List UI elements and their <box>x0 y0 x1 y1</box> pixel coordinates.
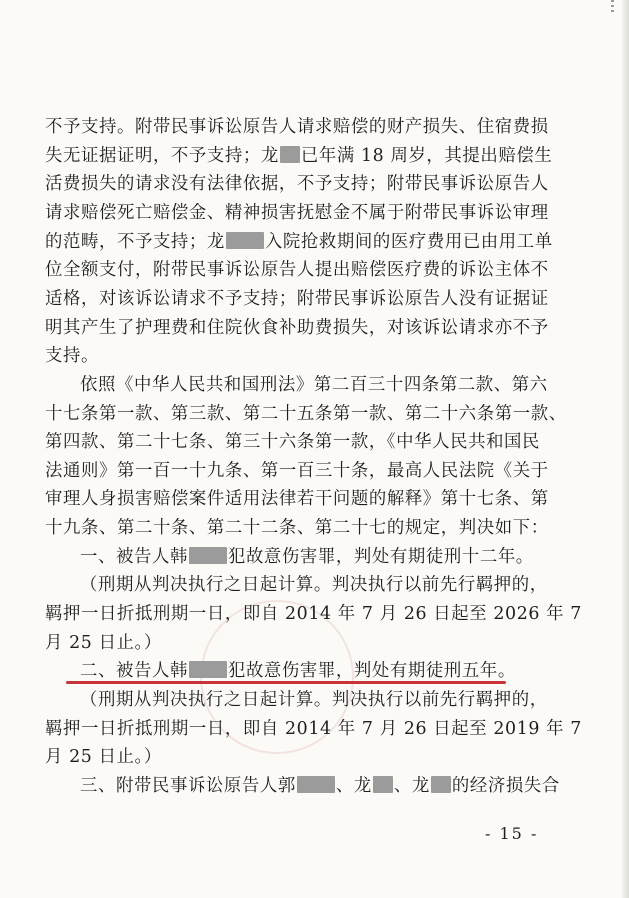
text-line-4: 请求赔偿死亡赔偿金、精神损害抚慰金不属于附带民事诉讼审理 <box>45 203 549 223</box>
text-line-19: 月 25 日止。） <box>45 633 162 653</box>
text-line-7: 适格，对该诉讼请求不予支持；附带民事诉讼原告人没有证据证 <box>45 289 549 309</box>
page-number: - 15 - <box>485 824 539 843</box>
text-line-15: 十九条、第二十条、第二十二条、第二十七的规定，判决如下： <box>45 518 549 538</box>
redaction-block <box>226 232 264 249</box>
text-line-21: （刑期从判决执行之日起计算。判决执行以前先行羁押的， <box>80 690 548 710</box>
verdict-item-2: 二、被告人韩 犯故意伤害罪，判处有期徒刑五年。 <box>80 661 516 681</box>
text-line-5: 的范畴，不予支持；龙 入院抢救期间的医疗费用已由用工单 <box>45 232 553 252</box>
redaction-block <box>431 776 451 793</box>
text-line-6: 位全额支付，附带民事诉讼原告人提出赔偿医疗费的诉讼主体不 <box>45 260 549 280</box>
text-line-1: 不予支持。附带民事诉讼原告人请求赔偿的财产损失、住宿费损 <box>45 117 549 137</box>
text-line-11: 十七条第一款、第三款、第二十五条第一款、第二十六条第一款、 <box>45 404 567 424</box>
text-line-12: 第四款、第二十七条、第三十六条第一款，《中华人民共和国民 <box>45 432 541 452</box>
text-line-14: 审理人身损害赔偿案件适用法律若干问题的解释》第十七条、第 <box>45 489 549 509</box>
page-edge-shadow <box>622 0 629 898</box>
redaction-block <box>280 146 300 163</box>
text-line-10: 依照《中华人民共和国刑法》第二百三十四条第二款、第六 <box>80 375 548 395</box>
corner-marks <box>611 0 614 14</box>
text-line-17: （刑期从判决执行之日起计算。判决执行以前先行羁押的， <box>80 575 548 595</box>
text-line-13: 法通则》第一百一十九条、第一百三十条，最高人民法院《关于 <box>45 461 549 481</box>
redaction-block <box>297 776 335 793</box>
redaction-block <box>189 547 227 564</box>
text-line-3: 活费损失的请求没有法律依据，不予支持；附带民事诉讼原告人 <box>45 174 549 194</box>
text-line-8: 明其产生了护理费和住院伙食补助费损失，对该诉讼请求亦不予 <box>45 318 549 338</box>
verdict-item-1: 一、被告人韩 犯故意伤害罪，判处有期徒刑十二年。 <box>80 547 534 567</box>
text-line-9: 支持。 <box>45 346 99 366</box>
red-underline-annotation <box>66 681 506 684</box>
redaction-block <box>373 776 393 793</box>
verdict-item-3: 三、附带民事诉讼原告人郭 、龙 、龙 的经济损失合 <box>80 776 560 796</box>
text-line-23: 月 25 日止。） <box>45 747 162 767</box>
text-line-2: 失无证据证明，不予支持；龙 已年满 18 周岁，其提出赔偿生 <box>45 146 553 166</box>
text-line-18: 羁押一日折抵刑期一日，即自 2014 年 7 月 26 日起至 2026 年 7 <box>45 604 582 624</box>
text-line-22: 羁押一日折抵刑期一日，即自 2014 年 7 月 26 日起至 2019 年 7 <box>45 719 582 739</box>
redaction-block <box>189 661 227 678</box>
